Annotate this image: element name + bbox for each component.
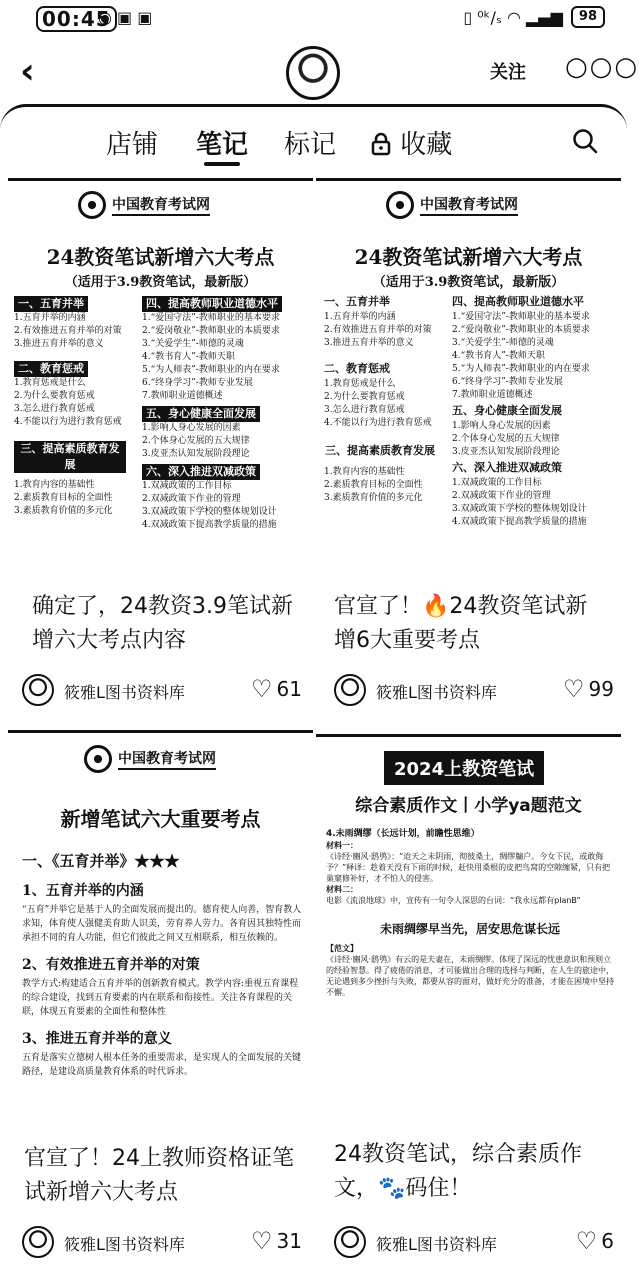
cover-item: 4.“教书育人”-教师天职 (142, 352, 235, 362)
cover-item: 1.五育并举的内涵 (324, 312, 396, 322)
cover-heading: 四、提高教师职业道德水平 (142, 296, 282, 312)
tab-notes[interactable]: 笔记 (196, 130, 249, 160)
cover-left-col (14, 293, 144, 518)
logo-text: 中国教育考试网 (420, 194, 518, 216)
note-title[interactable]: 官宣了！24上教师资格证笔试新增六大考点 (24, 1146, 294, 1205)
cover-item: 3.“关爱学生”-师德的灵魂 (452, 338, 554, 348)
cover-heading: 三、提高素质教育发展 (325, 444, 435, 457)
cover-heading: 五、身心健康全面发展 (142, 406, 260, 422)
cover-item: 2.为什么要教育惩戒 (14, 391, 95, 401)
author-name[interactable]: 筱雅L图书资料库 (376, 1235, 497, 1254)
tab-favorites[interactable] (370, 124, 452, 161)
status-bar (0, 0, 627, 40)
heart-icon: ♡ (563, 675, 585, 703)
follow-button[interactable]: 关注 (490, 62, 526, 83)
cover-item: 4.“教书育人”-教师天职 (452, 351, 545, 361)
logo-text: 中国教育考试网 (118, 748, 216, 770)
article-text: 电影《流浪地球》中，宣传有一句令人深思的台词：“我永远都有planB” (326, 896, 581, 905)
article-label: 【范文】 (326, 944, 358, 953)
status-time: 00:45 (36, 6, 117, 32)
cover-item: 4.不能以行为进行教育惩戒 (324, 418, 432, 428)
note-cover[interactable] (316, 734, 621, 1126)
exam-logo (84, 745, 216, 773)
note-title[interactable]: 24教资笔试，综合素质作文，🐾码住！ (334, 1142, 582, 1201)
lock-icon (370, 132, 392, 156)
tab-bar (0, 120, 627, 170)
profile-header (0, 44, 639, 104)
logo-icon (78, 191, 106, 219)
cover-heading: 四、提高教师职业道德水平 (452, 295, 584, 308)
note-card[interactable] (8, 178, 313, 718)
note-card[interactable] (316, 734, 621, 1270)
cover-heading: 六、深入推进双减政策 (142, 464, 260, 480)
cover-item: 2.有效推进五育并举的对策 (14, 326, 122, 336)
cover-subtitle: （适用于3.9教资笔试，最新版） (64, 275, 257, 290)
like-button[interactable] (251, 1229, 302, 1253)
like-button[interactable] (251, 677, 302, 701)
cover-item: 3.双减政策下学校的整体规划设计 (452, 504, 587, 514)
article-label: 材料二： (326, 885, 358, 894)
cover-item: 6.“终身学习”-教师专业发展 (452, 377, 563, 387)
author-avatar[interactable] (22, 674, 54, 706)
author-avatar[interactable] (22, 1226, 54, 1258)
cover-heading: 一、五育并举 (14, 296, 88, 312)
cover-item: 1.“爱国守法”-教师职业的基本要求 (142, 313, 280, 323)
cover-item: 4.双减政策下提高教学质量的措施 (142, 520, 277, 530)
article-section: 一、《五育并举》★★★ (22, 852, 180, 870)
cover-article (326, 829, 614, 998)
logo-icon (84, 745, 112, 773)
article-text: 教学方式:构建适合五育并举的创新教育模式。教学内容:重视五育课程的综合建设，找到五育要素的内在联系和衔接性。关注各育课程的关联，体现五育要素的全面性和整体性 (22, 979, 299, 1017)
heart-icon: ♡ (575, 1227, 598, 1255)
cover-heading: 六、深入推进双减政策 (452, 461, 562, 474)
avatar[interactable] (286, 46, 340, 100)
cover-title: 新增笔试六大重要考点 (60, 807, 261, 831)
battery-icon: 98 (571, 6, 605, 28)
author-name[interactable]: 筱雅L图书资料库 (64, 683, 185, 702)
cover-left-col (324, 293, 452, 505)
exam-logo (386, 191, 518, 219)
note-card[interactable] (316, 178, 621, 718)
cover-item: 2.个体身心发展的五大规律 (142, 436, 250, 446)
back-icon[interactable]: ‹ (20, 51, 35, 92)
note-card[interactable] (8, 730, 313, 1270)
logo-text: 中国教育考试网 (112, 194, 210, 216)
author-name[interactable]: 筱雅L图书资料库 (64, 1235, 185, 1254)
cover-item: 5.“为人师表”-教师职业的内在要求 (452, 364, 590, 374)
cover-item: 2.素质教育目标的全面性 (14, 493, 113, 503)
cover-item: 1.教育内容的基础性 (324, 467, 405, 477)
note-title[interactable]: 确定了，24教资3.9笔试新增六大考点内容 (32, 594, 293, 653)
cover-item: 2.个体身心发展的五大规律 (452, 434, 560, 444)
like-button[interactable] (563, 677, 614, 701)
tab-indicator (204, 162, 240, 166)
author-name[interactable]: 筱雅L图书资料库 (376, 683, 497, 702)
note-cover[interactable] (8, 730, 313, 1130)
cover-banner: 2024上教资笔试 (384, 751, 544, 785)
author-avatar[interactable] (334, 1226, 366, 1258)
cover-item: 3.素质教育价值的多元化 (324, 493, 423, 503)
cover-item: 2.“爱岗敬业”-教师职业的本质要求 (452, 325, 590, 335)
cover-heading: 二、教育惩戒 (324, 362, 390, 375)
cover-subtitle: （适用于3.9教资笔试，最新版） (372, 275, 565, 290)
cover-item: 3.推进五育并举的意义 (324, 338, 414, 348)
author-row (22, 674, 302, 708)
cover-item: 2.为什么要教育惩戒 (324, 392, 405, 402)
article-heading: 2、有效推进五育并举的对策 (22, 957, 200, 973)
cover-item: 3.皮亚杰认知发展阶段理论 (142, 449, 250, 459)
like-count: 6 (601, 1229, 614, 1253)
article-heading: 4.未雨绸缪（长远计划，前瞻性思维） (326, 829, 480, 839)
cover-item: 3.双减政策下学校的整体规划设计 (142, 507, 277, 517)
cover-item: 3.素质教育价值的多元化 (14, 506, 113, 516)
exam-logo (78, 191, 210, 219)
signal-icon: ▯ ⁰ᵏ/ₛ ◠ ▂▄▆ (463, 7, 563, 27)
cover-heading: 二、教育惩戒 (14, 361, 88, 377)
cover-item: 3.皮亚杰认知发展阶段理论 (452, 447, 560, 457)
cover-item: 2.有效推进五育并举的对策 (324, 325, 432, 335)
cover-item: 1.教育惩戒是什么 (324, 379, 396, 389)
cover-item: 3.怎么进行教育惩戒 (14, 404, 95, 414)
cover-item: 1.双减政策的工作目标 (142, 481, 232, 491)
cover-item: 1.影响人身心发展的因素 (452, 421, 551, 431)
more-icon[interactable]: ○○○ (565, 52, 639, 82)
article-text: 《诗经·豳风·鸱鸮》有云的是夫妻在，未雨绸缪。体现了深远的忧患意识和预则立的经验智慧。得了疲倦的消息，才可能做出合理的选择与判断，在人生的旅途中，无论遇到多少挫折与失败，都要从容的面对，做好充分的准备，才能在困境中坚持不懈。 (326, 955, 614, 997)
tab-store[interactable]: 店铺 (106, 130, 159, 160)
like-count: 61 (276, 677, 302, 701)
cover-item: 2.双减政策下作业的管理 (142, 494, 241, 504)
article-text: 五育是落实立德树人根本任务的重要需求，是实现人的全面发展的关键路径，是建设高质量教育体系的时代诉求。 (22, 1053, 302, 1077)
cover-item: 6.“终身学习”-教师专业发展 (142, 378, 253, 388)
cover-title: 综合素质作文丨小学ya题范文 (355, 796, 582, 816)
cover-item: 3.推进五育并举的意义 (14, 339, 104, 349)
heart-icon: ♡ (251, 1227, 273, 1255)
cover-item: 1.影响人身心发展的因素 (142, 423, 241, 433)
author-row (334, 674, 614, 708)
cover-title: 24教资笔试新增六大考点 (46, 245, 275, 269)
cover-item: 1.“爱国守法”-教师职业的基本要求 (452, 312, 590, 322)
article-text: “五育”并举它是基于人的全面发展而提出的。德育使人向善，智育教人求知，体育使人强健美育助人识美，劳育养人劳力。各育因其独特性而承担不同的育人功能，但它们彼此之间又互相联系，相互依赖的。 (22, 905, 302, 943)
author-row (334, 1226, 614, 1260)
cover-item: 2.素质教育目标的全面性 (324, 480, 423, 490)
cover-title: 24教资笔试新增六大考点 (354, 245, 583, 269)
cover-item: 7.教师职业道德概述 (142, 391, 223, 401)
cover-item: 4.双减政策下提高教学质量的措施 (452, 517, 587, 527)
cover-item: 1.教育惩戒是什么 (14, 378, 86, 388)
article-label: 材料一： (326, 841, 358, 850)
cover-item: 1.五育并举的内涵 (14, 313, 86, 323)
cover-item: 5.“为人师表”-教师职业的内在要求 (142, 365, 280, 375)
cover-item: 2.“爱岗敬业”-教师职业的本质要求 (142, 326, 280, 336)
heart-icon: ♡ (251, 675, 273, 703)
note-cover[interactable] (8, 178, 313, 574)
cover-item: 3.怎么进行教育惩戒 (324, 405, 405, 415)
like-count: 99 (588, 677, 614, 701)
cover-heading: 一、五育并举 (324, 295, 390, 308)
essay-title: 未雨绸缪早当先，居安思危谋长远 (379, 922, 560, 936)
tab-favorites-label: 收藏 (400, 130, 453, 160)
cover-right-col (142, 293, 312, 532)
cover-item: 2.双减政策下作业的管理 (452, 491, 551, 501)
cover-item: 7.教师职业道德概述 (452, 390, 533, 400)
cover-item: 3.“关爱学生”-师德的灵魂 (142, 339, 244, 349)
tab-marks[interactable]: 标记 (284, 130, 337, 160)
note-cover[interactable] (316, 178, 621, 574)
status-right (463, 6, 605, 28)
author-row (22, 1226, 302, 1260)
article-heading: 1、五育并举的内涵 (22, 883, 144, 899)
article-heading: 3、推进五育并举的意义 (22, 1031, 172, 1047)
like-button[interactable] (576, 1229, 614, 1253)
cover-heading: 三、提高素质教育发展 (14, 441, 126, 473)
logo-icon (386, 191, 414, 219)
note-title[interactable]: 官宣了！🔥24教资笔试新增6大重要考点 (334, 594, 588, 653)
article-text: 《诗经·豳风·鸱鸮》：“迨天之未阴雨，彻彼桑土，绸缪牖户。今女下民，或敢侮予？”释译：趁着天没有下雨的时候，赶快用桑根的皮把鸟窝的空隙缠紧，只有把巢窠修补好，才不怕人的侵害。 (326, 852, 611, 883)
status-left-icons: ◉ ▣ ▣ (98, 8, 153, 27)
cover-heading: 五、身心健康全面发展 (452, 404, 562, 417)
like-count: 31 (276, 1229, 302, 1253)
cover-item: 1.教育内容的基础性 (14, 480, 95, 490)
author-avatar[interactable] (334, 674, 366, 706)
search-icon[interactable] (572, 128, 598, 154)
cover-right-col (452, 293, 620, 529)
cover-article (22, 849, 304, 1079)
cover-item: 1.双减政策的工作目标 (452, 478, 542, 488)
cover-item: 4.不能以行为进行教育惩戒 (14, 417, 122, 427)
